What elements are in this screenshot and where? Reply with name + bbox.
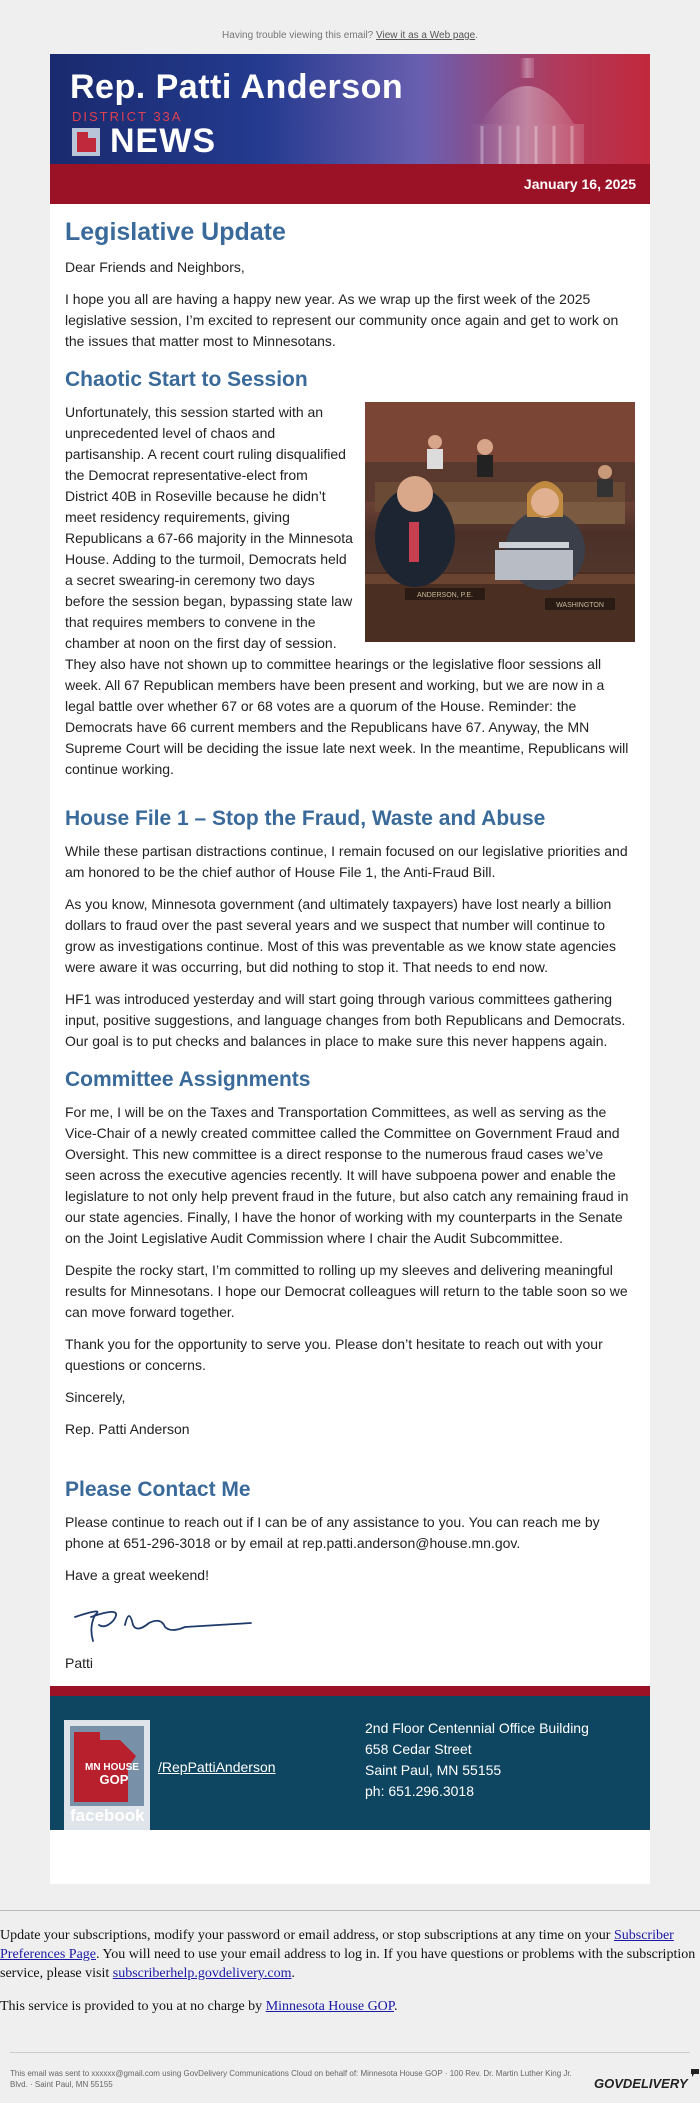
phone-number: ph: 651.296.3018: [365, 1783, 474, 1799]
mn-house-logo-icon: [72, 128, 100, 156]
sent-notice: This email was sent to xxxxxx@gmail.com using GovDelivery Communications Cloud on behalf of: Minnesota House GOP · 100 Rev. Dr. Martin Luther King Jr. Blvd. · Saint Paul, MN 55155: [10, 2069, 572, 2089]
govdelivery-text: GOVDELIVERY: [594, 2076, 688, 2091]
have-a-great-weekend: Have a great weekend!: [65, 1567, 209, 1583]
subscription-text-3: .: [291, 1966, 295, 1981]
newsletter-body: [65, 204, 635, 1685]
logo-mn-house-text: MN HOUSE: [85, 1762, 139, 1773]
nameplate-anderson: ANDERSON, P.E.: [417, 592, 473, 599]
committee-paragraph-3: Thank you for the opportunity to serve you. Please don’t hesitate to reach out with your questions or concerns.: [65, 1336, 603, 1373]
address-line-2: 658 Cedar Street: [365, 1741, 472, 1757]
service-period: .: [394, 1999, 398, 2014]
divider: [0, 1910, 700, 1911]
minnesota-house-gop-link[interactable]: Minnesota House GOP: [265, 1999, 395, 2014]
legislative-update-heading: Legislative Update: [65, 218, 286, 246]
hf1-paragraph-1: While these partisan distractions continue, I remain focused on our legislative priorities and am honored to be the chief author of House File 1, the Anti-Fraud Bill.: [65, 843, 628, 880]
facebook-label: facebook: [70, 1806, 145, 1825]
minnesota-map-icon: [70, 1726, 144, 1806]
service-text: This service is provided to you at no charge by: [0, 1999, 263, 2014]
house-file-1-heading: House File 1 – Stop the Fraud, Waste and Abuse: [65, 807, 546, 830]
note-period: .: [475, 30, 478, 41]
hf1-paragraph-2: As you know, Minnesota government (and ultimately taxpayers) have lost nearly a billion dollars to fraud over the past several years and we suspect that number will continue to grow as investigations continue. Most of this was preventable as we know state agencies were aware it was occurring, but did nothing to stop it. That needs to end now.: [65, 896, 616, 975]
view-as-web-page-link[interactable]: View it as a Web page: [376, 30, 476, 41]
chat-bubble-icon: [690, 2068, 700, 2078]
trouble-viewing-text: Having trouble viewing this email?: [222, 30, 374, 41]
office-address: [365, 1718, 589, 1802]
subscription-text-1: Update your subscriptions, modify your password or email address, or stop subscriptions at any time on your: [0, 1928, 611, 1943]
trouble-viewing-note: [0, 30, 700, 41]
contact-paragraph: Please continue to reach out if I can be of any assistance to you. You can reach me by phone at 651-296-3018 or by email at rep.patti.anderson@house.mn.gov.: [65, 1514, 600, 1551]
contact-footer: [50, 1686, 650, 1830]
committee-assignments-heading: Committee Assignments: [65, 1068, 311, 1091]
intro-paragraph: I hope you all are having a happy new year. As we wrap up the first week of the 2025 legislative session, I’m excited to represent our community once again and get to work on the issues that matter most to Minnesotans.: [65, 291, 619, 349]
hf1-paragraph-3: HF1 was introduced yesterday and will start going through various committees gathering input, positive suggestions, and language changes from both Republicans and Democrats. Our goal is to put checks and balances in place to make sure this never happens again.: [65, 991, 626, 1049]
chamber-photo-illustration: [365, 402, 635, 642]
greeting: Dear Friends and Neighbors,: [65, 259, 245, 275]
nameplate-washington: WASHINGTON: [556, 602, 604, 609]
address-line-3: Saint Paul, MN 55155: [365, 1762, 502, 1778]
logo-gop-text: GOP: [99, 1772, 129, 1787]
representative-name-title: Rep. Patti Anderson: [70, 68, 404, 106]
house-chamber-photo: [365, 402, 635, 642]
chaotic-start-heading: Chaotic Start to Session: [65, 368, 308, 391]
facebook-page-link[interactable]: /RepPattiAnderson: [158, 1759, 276, 1775]
header-banner: [50, 54, 650, 164]
handwritten-signature: [65, 1597, 255, 1647]
committee-paragraph-2: Despite the rocky start, I’m committed to rolling up my sleeves and delivering meaningful results for Minnesotans. I hope our Democrat colleagues will return to the table soon so we can move forward together.: [65, 1262, 628, 1320]
subscription-info: [0, 1926, 700, 2030]
closing-sincerely: Sincerely,: [65, 1389, 126, 1405]
news-title: NEWS: [110, 122, 216, 160]
subscription-paragraph: [0, 1926, 700, 1983]
please-contact-me-heading: Please Contact Me: [65, 1478, 251, 1501]
facebook-logo-box[interactable]: [64, 1720, 150, 1830]
subscription-text-2: . You will need to use your email address to log in. If you have questions or problems with the subscription service, please visit: [0, 1947, 696, 1981]
signoff-name: Rep. Patti Anderson: [65, 1421, 190, 1437]
subscriber-preferences-link[interactable]: Subscriber Preferences Page: [0, 1928, 674, 1962]
newsletter-date: January 16, 2025: [523, 176, 636, 192]
date-bar: [50, 164, 650, 204]
subscriber-help-link[interactable]: subscriberhelp.govdelivery.com: [112, 1966, 292, 1981]
govdelivery-logo[interactable]: [594, 2076, 688, 2091]
address-line-1: 2nd Floor Centennial Office Building: [365, 1720, 589, 1736]
bottom-divider: [10, 2052, 690, 2053]
signature-first-name: Patti: [65, 1655, 94, 1671]
district-label: DISTRICT 33A: [72, 109, 183, 124]
capitol-dome-graphic: [390, 54, 650, 164]
committee-paragraph-1: For me, I will be on the Taxes and Transportation Committees, as well as serving as the Vice-Chair of a newly created committee called the Committee on Government Fraud and Oversight. This new committee is a direct response to the numerous fraud cases we’ve seen across the executive agencies recently. It will have subpoena power and enable the legislature to not only help prevent fraud in the future, but also catch any remaining fraud in our state agencies. Finally, I have the honor of working with my counterparts in the Senate on the Joint Legislative Audit Commission where I chair the Audit Subcommittee.: [65, 1104, 629, 1246]
service-provided-paragraph: [0, 1997, 700, 2016]
newsletter-card: [50, 54, 650, 1884]
chaotic-start-paragraph: Unfortunately, this session started with an unprecedented level of chaos and partisanship. A recent court ruling disqualified the Democrat representative-elect from District 40B in Roseville because he didn’t meet residency requirements, giving Republicans a 67-66 majority in the Minnesota House. Adding to the turmoil, Democrats held a secret swearing-in ceremony two days before the session began, bypassing state law that requires members to convene in the chamber at noon on the first day of session. They also have not shown up to committee hearings or the legislative floor sessions all week. All 67 Republican members have been present and working, but we are now in a legal battle over whether 67 or 68 votes are a quorum of the House. Reminder: the Democrats have 66 current members and the Republicans have 67. Anyway, the MN Supreme Court will be deciding the issue late next week. In the meantime, Republicans will continue working.: [65, 404, 629, 777]
mn-house-gop-logo: [70, 1726, 144, 1806]
